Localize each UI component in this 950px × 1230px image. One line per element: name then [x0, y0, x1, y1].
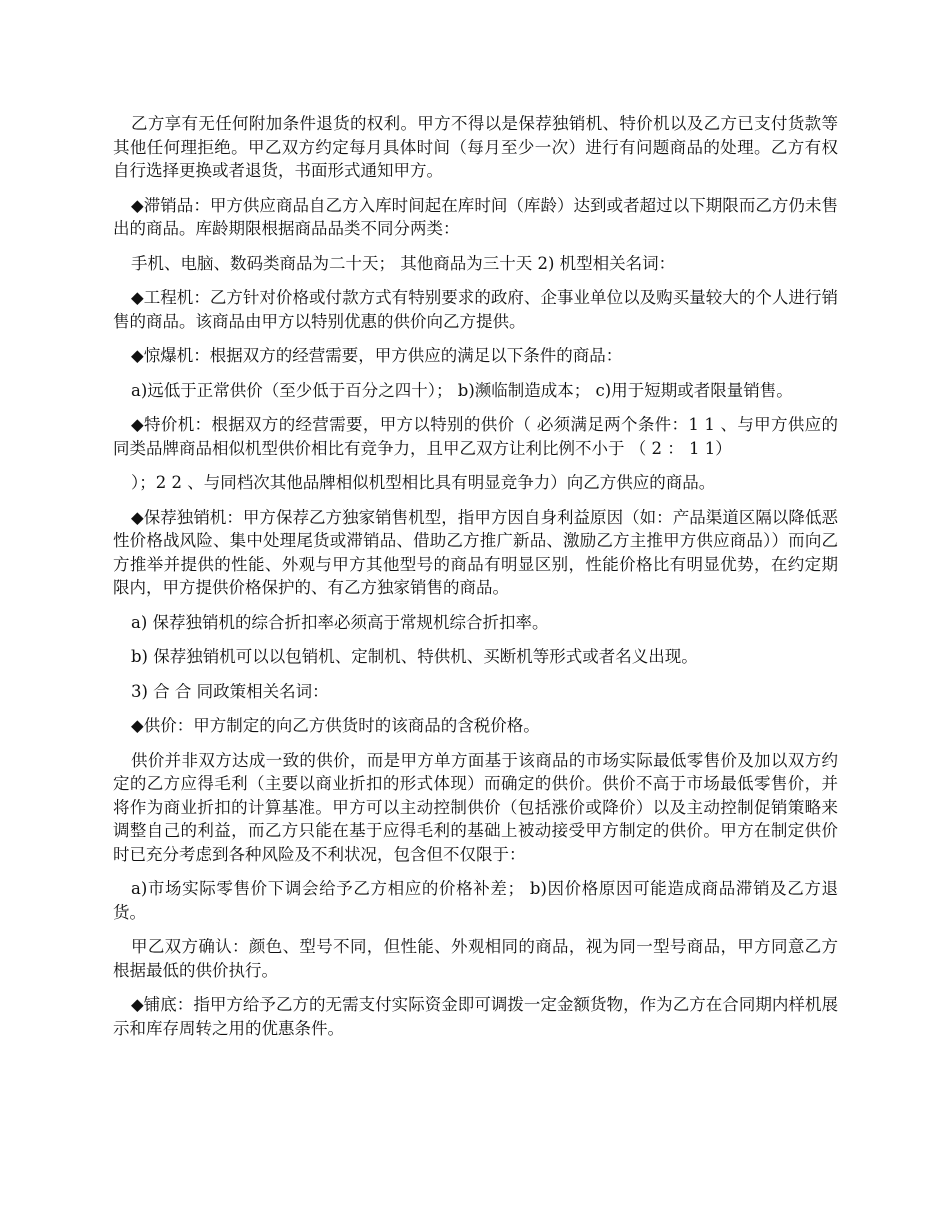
paragraph-special-price-condition-2: ）；2 2 、与同档次其他品牌相似机型相比具有明显竞争力）向乙方供应的商品。 [131, 473, 716, 492]
paragraph-contract-terms-heading: 3) 合 合 同政策相关名词： [131, 681, 329, 701]
paragraph-slow-moving-goods: ◆滞销品：甲方供应商品自乙方入库时间起在库时间（库龄）达到或者超过以下期限而乙方仍未售出的商品。库龄期限根据商品品类不同分两类： [113, 195, 838, 238]
paragraph-project-machine: ◆工程机：乙方针对价格或付款方式有特别要求的政府、企事业单位以及购买量较大的个人进行销售的商品。该商品由甲方以特别优惠的供价向乙方提供。 [113, 288, 838, 331]
paragraph-price-risks: a)市场实际零售价下调会给予乙方相应的价格补差； b)因价格原因可能造成商品滞销及乙方退货。 [113, 879, 838, 922]
paragraph-return-rights: 乙方享有无任何附加条件退货的权利。甲方不得以是保荐独销机、特价机以及乙方已支付货款等其他任何理拒绝。甲乙双方约定每月具体时间（每月至少一次）进行有问题商品的处理。乙方有权自行选择更换或者退货，书面形式通知甲方。 [113, 114, 838, 180]
paragraph-stock-base: ◆铺底：指甲方给予乙方的无需支付实际资金即可调拨一定金额货物，作为乙方在合同期内样机展示和库存周转之用的优惠条件。 [113, 995, 838, 1038]
paragraph-exclusive-machine: ◆保荐独销机：甲方保荐乙方独家销售机型，指甲方因自身利益原因（如：产品渠道区隔以降低恶性价格战风险、集中处理尾货或滞销品、借助乙方推广新品、激励乙方主推甲方供应商品））而向乙方推举并提供的性能、外观与甲方其他型号的商品有明显区别，性能价格比有明显优势，在约定期限内，甲方提供价格保护的、有乙方独家销售的商品。 [113, 507, 838, 597]
paragraph-supply-price: ◆供价：甲方制定的向乙方供货时的该商品的含税价格。 [131, 716, 540, 735]
paragraph-special-price-machine: ◆特价机：根据双方的经营需要，甲方以特别的供价（ 必须满足两个条件：1 1 、与甲方供应的同类品牌商品相似机型供价相比有竞争力，且甲乙双方让利比例不小于 （ 2 ： 1 1） [113, 415, 838, 458]
paragraph-supply-price-detail: 供价并非双方达成一致的供价，而是甲方单方面基于该商品的市场实际最低零售价及加以双方约定的乙方应得毛利（主要以商业折扣的形式体现）而确定的供价。供价不高于市场最低零售价，并将作为商业折扣的计算基准。甲方可以主动控制供价（包括涨价或降价）以及主动控制促销策略来调整自己的利益，而乙方只能在基于应得毛利的基础上被动接受甲方制定的供价。甲方在制定供价时已充分考虑到各种风险及不利状况，包含但不仅限于： [113, 750, 838, 864]
paragraph-blockbuster-machine: ◆惊爆机：根据双方的经营需要，甲方供应的满足以下条件的商品： [131, 346, 623, 365]
paragraph-model-confirmation: 甲乙双方确认：颜色、型号不同，但性能、外观相同的商品，视为同一型号商品，甲方同意乙方根据最低的供价执行。 [113, 937, 838, 980]
paragraph-inventory-age-limits: 手机、电脑、数码类商品为二十天； 其他商品为三十天 2) 机型相关名词： [131, 253, 676, 273]
paragraph-exclusive-discount: a) 保荐独销机的综合折扣率必须高于常规机综合折扣率。 [131, 612, 549, 632]
document-body [113, 112, 838, 1051]
paragraph-exclusive-forms: b) 保荐独销机可以以包销机、定制机、特供机、买断机等形式或者名义出现。 [131, 647, 698, 666]
paragraph-blockbuster-conditions: a)远低于正常供价（至少低于百分之四十）； b)濒临制造成本； c)用于短期或者限量销售。 [131, 380, 793, 400]
